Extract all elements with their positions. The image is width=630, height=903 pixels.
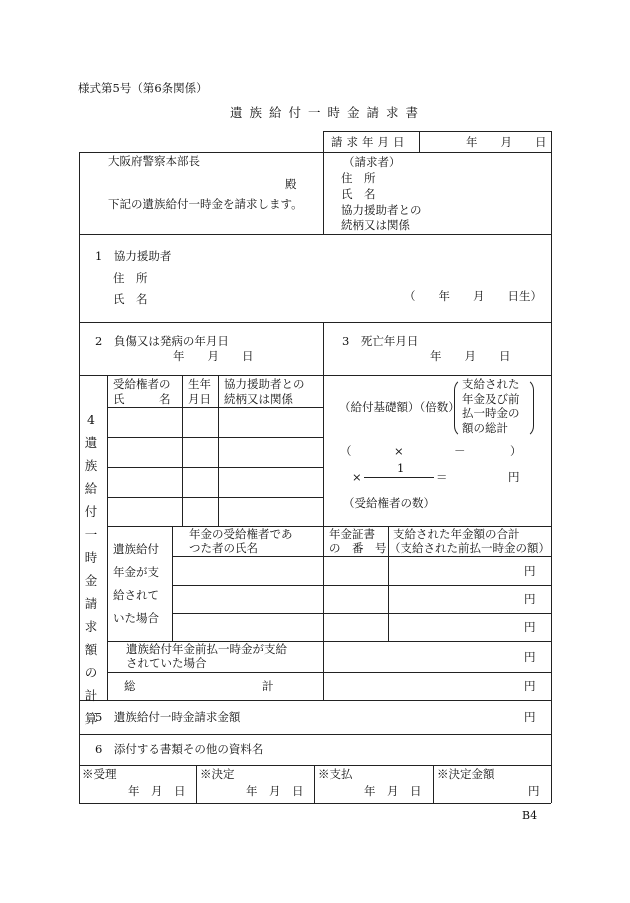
request-text: 下記の遺族給付一時金を請求します。 [108, 197, 303, 211]
formula-paren-close: ） [510, 444, 522, 458]
pension-row-yen-1: 円 [524, 564, 536, 578]
col-birth-2: 月日 [188, 392, 211, 406]
section5-heading: 5 遺族給付一時金請求金額 [95, 710, 241, 724]
footer-paid-label: ※支払 [318, 767, 353, 781]
pension-case-3: 給されて [113, 588, 159, 602]
formula-yen: 円 [508, 470, 520, 484]
section1-heading: 1 協力援助者 [95, 249, 172, 263]
col-recipient-1: 受給権者の [113, 377, 171, 391]
claimant-label: （請求者） [343, 155, 401, 169]
request-date-value: 年 月 日 [466, 135, 547, 149]
section3-date: 年 月 日 [430, 349, 511, 363]
formula-times: × [394, 444, 404, 458]
footer-amount-yen: 円 [528, 784, 540, 798]
advance-case-2: されていた場合 [126, 656, 207, 670]
claimant-address-label: 住 所 [341, 171, 376, 185]
addressee: 大阪府警察本部長 [108, 154, 200, 168]
section2-date: 年 月 日 [173, 349, 254, 363]
pension-row-yen-2: 円 [524, 592, 536, 606]
section1-address-label: 住 所 [113, 271, 148, 285]
col-recipient-2: 氏 名 [113, 392, 171, 406]
col-cert-2: の 番 号 [329, 541, 387, 555]
advance-case-1: 遺族給付年金前払一時金が支給 [126, 642, 287, 656]
col-total-2: （支給された前払一時金の額） [389, 541, 550, 555]
honorific: 殿 [285, 177, 297, 191]
formula-paid-3: 払一時金の [462, 406, 520, 420]
formula-fraction-bar [364, 477, 434, 478]
formula-paid-2: 年金及び前 [462, 392, 520, 406]
claimant-relation-label-1: 協力援助者との [341, 203, 422, 217]
formula-recipients: （受給権者の数） [343, 496, 435, 510]
total-yen: 円 [524, 679, 536, 693]
formula-paid-1: 支給された [462, 377, 520, 391]
formula-eq: ＝ [436, 470, 448, 484]
formula-mult: × [352, 470, 362, 484]
section4-vertical-label: 4 遺 族 給 付 一 時 金 請 求 額 の 計 算 [84, 412, 98, 726]
col-pensioner-1: 年金の受給権者であ [189, 527, 293, 541]
col-birth-1: 生年 [188, 377, 211, 391]
section1-name-label: 氏 名 [113, 292, 148, 306]
col-relation-2: 続柄又は関係 [224, 392, 293, 406]
section3-heading: 3 死亡年月日 [342, 334, 419, 348]
request-date-label: 請求年月日 [331, 135, 409, 149]
section5-yen: 円 [524, 710, 536, 724]
formula-base: （給付基礎額）（倍数） [339, 400, 460, 414]
claimant-relation-label-2: 続柄又は関係 [341, 218, 410, 232]
section2-heading: 2 負傷又は発病の年月日 [95, 334, 229, 348]
footer-decided-date: 年 月 日 [246, 784, 304, 798]
pension-row-yen-3: 円 [524, 620, 536, 634]
footer-amount-label: ※決定金額 [437, 767, 495, 781]
col-relation-1: 協力援助者との [224, 377, 305, 391]
section6-heading: 6 添付する書類その他の資料名 [95, 742, 264, 756]
footer-decided-label: ※決定 [200, 767, 235, 781]
formula-paren-open: （ [340, 444, 352, 458]
formula-one: 1 [397, 461, 405, 475]
form-number: 様式第5号（第6条関係） [78, 81, 208, 95]
formula-paid-4: 額の総計 [462, 421, 508, 435]
paper-size: B4 [522, 809, 538, 822]
form-title: 遺族給付一時金請求書 [230, 105, 426, 120]
section1-birth: （ 年 月 日生） [404, 289, 542, 303]
advance-yen: 円 [524, 650, 536, 664]
footer-paid-date: 年 月 日 [364, 784, 422, 798]
col-cert-1: 年金証書 [329, 527, 375, 541]
pension-case-4: いた場合 [113, 611, 159, 625]
pension-case-1: 遺族給付 [113, 542, 159, 556]
total-label: 総 計 [124, 679, 274, 693]
claimant-name-label: 氏 名 [341, 187, 376, 201]
footer-received-date: 年 月 日 [128, 784, 186, 798]
col-total-1: 支給された年金額の合計 [393, 527, 520, 541]
formula-minus: － [454, 444, 466, 458]
col-pensioner-2: つた者の氏名 [189, 541, 258, 555]
footer-received-label: ※受理 [82, 767, 117, 781]
pension-case-2: 年金が支 [113, 565, 159, 579]
